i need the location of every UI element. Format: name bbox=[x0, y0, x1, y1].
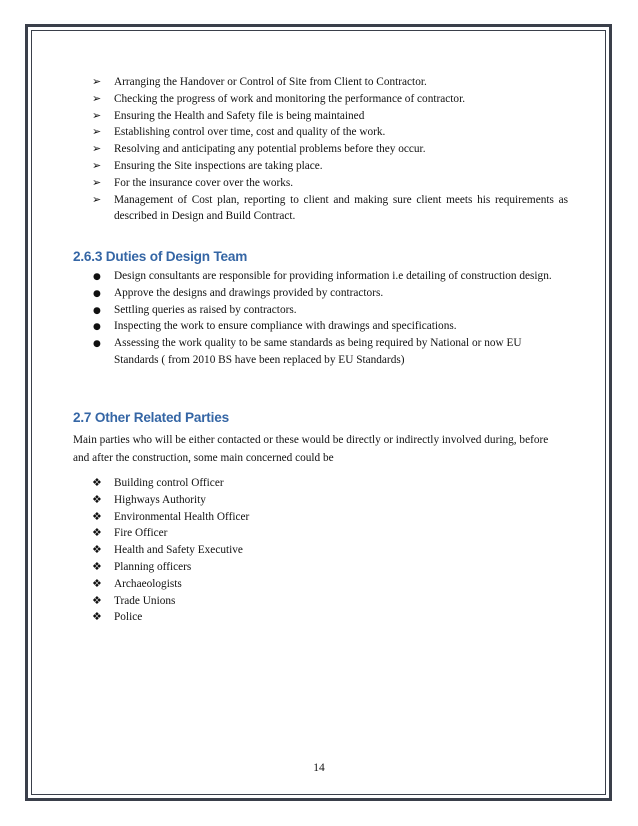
other-parties-intro: Main parties who will be either contacted or these would be directly or indirectly involved during, before and after the construction, some main concerned could be bbox=[73, 434, 549, 464]
list-item: ❖ Building control Officer bbox=[92, 475, 392, 492]
list-item: ➢ Ensuring the Site inspections are taking place. bbox=[92, 158, 568, 175]
list-item: ➢ Resolving and anticipating any potential problems before they occur. bbox=[92, 141, 568, 158]
list-item: ❖ Health and Safety Executive bbox=[92, 542, 392, 559]
arrow-bullet-icon: ➢ bbox=[92, 158, 102, 172]
dot-bullet-icon: ● bbox=[93, 322, 101, 333]
list-item: ❖ Highways Authority bbox=[92, 492, 392, 509]
dot-bullet-icon: ● bbox=[93, 339, 101, 350]
arrow-bullet-icon: ➢ bbox=[92, 175, 102, 189]
dot-bullet-icon: ● bbox=[93, 305, 101, 316]
list-item: ❖ Archaeologists bbox=[92, 576, 392, 593]
list-item: ➢ Checking the progress of work and monitoring the performance of contractor. bbox=[92, 91, 568, 108]
arrow-bullet-icon: ➢ bbox=[92, 125, 102, 139]
diamond-bullet-icon: ❖ bbox=[92, 576, 102, 590]
list-item: ● Design consultants are responsible for providing information i.e detailing of construction design. bbox=[92, 268, 562, 285]
list-item: ● Assessing the work quality to be same standards as being required by National or now EU Standards ( from 2010 BS have been replaced by EU Standards) bbox=[93, 337, 522, 366]
diamond-bullet-icon: ❖ bbox=[92, 593, 102, 607]
page-number: 14 bbox=[313, 762, 325, 774]
diamond-bullet-icon: ❖ bbox=[92, 509, 102, 523]
related-parties-list bbox=[92, 475, 392, 626]
diamond-bullet-icon: ❖ bbox=[92, 526, 102, 540]
list-item: ➢ For the insurance cover over the works. bbox=[92, 175, 568, 192]
list-item: ➢ Management of Cost plan, reporting to client and making sure client meets his requirements as described in Design and Build Contract. bbox=[92, 192, 568, 223]
list-item: ❖ Trade Unions bbox=[92, 593, 392, 610]
arrow-bullet-icon: ➢ bbox=[92, 75, 102, 88]
list-item: ❖ Planning officers bbox=[92, 559, 392, 576]
list-item: ❖ Police bbox=[92, 609, 392, 626]
diamond-bullet-icon: ❖ bbox=[92, 543, 102, 557]
dot-bullet-icon: ● bbox=[93, 288, 101, 299]
arrow-bullet-icon: ➢ bbox=[92, 142, 102, 156]
list-item: ❖ Environmental Health Officer bbox=[92, 509, 392, 526]
list-item: ● Inspecting the work to ensure compliance with drawings and specifications. bbox=[92, 318, 562, 335]
list-item: ● Approve the designs and drawings provided by contractors. bbox=[92, 285, 562, 302]
design-team-duties-list bbox=[92, 268, 562, 369]
list-item: ➢ Establishing control over time, cost and quality of the work. bbox=[92, 124, 568, 141]
arrow-bullet-icon: ➢ bbox=[92, 192, 102, 206]
handover-duties-list bbox=[92, 74, 568, 225]
diamond-bullet-icon: ❖ bbox=[92, 610, 102, 624]
list-item: ❖ Fire Officer bbox=[92, 525, 392, 542]
section-heading-other-parties: 2.7 Other Related Parties bbox=[73, 410, 229, 425]
list-item: ➢ Ensuring the Health and Safety file is being maintained bbox=[92, 108, 568, 125]
arrow-bullet-icon: ➢ bbox=[92, 108, 102, 122]
list-item: ● Settling queries as raised by contractors. bbox=[92, 302, 562, 319]
diamond-bullet-icon: ❖ bbox=[92, 476, 102, 489]
diamond-bullet-icon: ❖ bbox=[92, 559, 102, 573]
section-heading-design-team: 2.6.3 Duties of Design Team bbox=[73, 249, 248, 264]
dot-bullet-icon: ● bbox=[93, 272, 101, 282]
diamond-bullet-icon: ❖ bbox=[92, 492, 102, 506]
list-item: ➢ Arranging the Handover or Control of Site from Client to Contractor. bbox=[92, 74, 568, 91]
arrow-bullet-icon: ➢ bbox=[92, 91, 102, 105]
